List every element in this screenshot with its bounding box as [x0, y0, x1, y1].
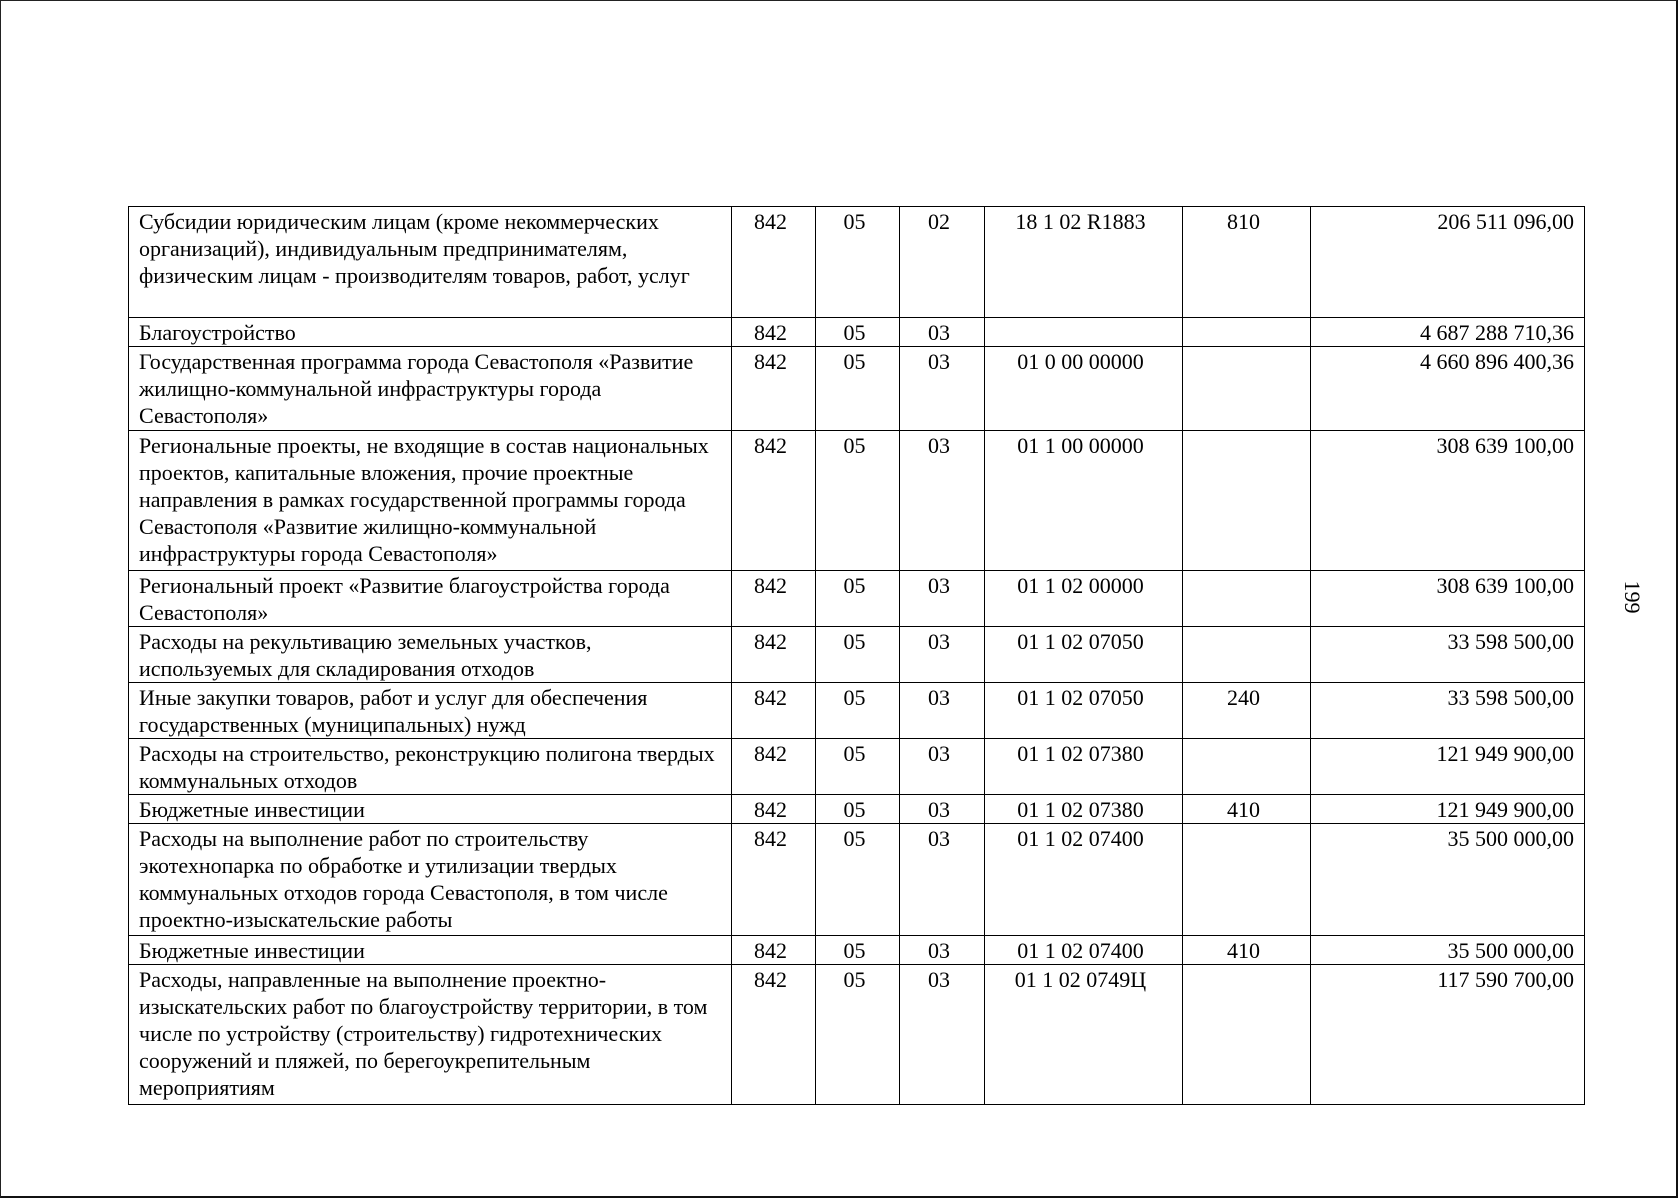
row-code-vr: 810	[1183, 207, 1311, 318]
row-code-gr: 842	[732, 627, 816, 683]
table-row	[129, 347, 1585, 431]
row-code-rz: 05	[816, 824, 900, 936]
row-code-pr: 03	[900, 627, 985, 683]
table-row	[129, 431, 1585, 571]
row-code-vr	[1183, 627, 1311, 683]
table-row	[129, 683, 1585, 739]
row-code-gr: 842	[732, 795, 816, 824]
row-name: Расходы на строительство, реконструкцию полигона твердых коммунальных отходов	[129, 739, 732, 795]
row-code-gr: 842	[732, 318, 816, 347]
table-row	[129, 627, 1585, 683]
row-name: Региональные проекты, не входящие в состав национальных проектов, капитальные вложения, прочие проектные направления в рамках государственной программы города Севастополя «Развитие жилищно-коммунальной инфраструктуры города Севастополя»	[129, 431, 732, 571]
row-sum: 308 639 100,00	[1311, 431, 1585, 571]
row-code-rz: 05	[816, 965, 900, 1105]
row-code-pr: 03	[900, 965, 985, 1105]
row-sum: 308 639 100,00	[1311, 571, 1585, 627]
row-code-csr: 01 1 02 07380	[985, 795, 1183, 824]
table-row	[129, 965, 1585, 1105]
row-code-csr: 01 1 00 00000	[985, 431, 1183, 571]
row-name: Субсидии юридическим лицам (кроме некоммерческих организаций), индивидуальным предпринимателям, физическим лицам - производителям товаров, работ, услуг	[129, 207, 732, 318]
row-sum: 35 500 000,00	[1311, 824, 1585, 936]
row-code-vr	[1183, 739, 1311, 795]
row-sum: 4 660 896 400,36	[1311, 347, 1585, 431]
row-code-csr	[985, 318, 1183, 347]
table-row	[129, 207, 1585, 318]
row-name: Благоустройство	[129, 318, 732, 347]
table-row	[129, 795, 1585, 824]
row-name: Бюджетные инвестиции	[129, 936, 732, 965]
row-code-gr: 842	[732, 571, 816, 627]
row-code-rz: 05	[816, 683, 900, 739]
row-code-vr: 410	[1183, 936, 1311, 965]
row-code-vr	[1183, 318, 1311, 347]
row-code-rz: 05	[816, 347, 900, 431]
row-sum: 33 598 500,00	[1311, 683, 1585, 739]
row-name: Расходы на выполнение работ по строительству экотехнопарка по обработке и утилизации твердых коммунальных отходов города Севастополя, в том числе проектно-изыскательские работы	[129, 824, 732, 936]
row-code-csr: 01 1 02 0749Ц	[985, 965, 1183, 1105]
row-code-csr: 01 0 00 00000	[985, 347, 1183, 431]
row-name: Региональный проект «Развитие благоустройства города Севастополя»	[129, 571, 732, 627]
budget-table	[128, 206, 1585, 1105]
row-name: Государственная программа города Севастополя «Развитие жилищно-коммунальной инфраструктуры города Севастополя»	[129, 347, 732, 431]
row-code-rz: 05	[816, 318, 900, 347]
row-code-pr: 02	[900, 207, 985, 318]
row-code-vr: 240	[1183, 683, 1311, 739]
row-code-csr: 01 1 02 07400	[985, 936, 1183, 965]
row-sum: 117 590 700,00	[1311, 965, 1585, 1105]
row-sum: 206 511 096,00	[1311, 207, 1585, 318]
table-row	[129, 824, 1585, 936]
row-name: Расходы, направленные на выполнение проектно-изыскательских работ по благоустройству территории, в том числе по устройству (строительству) гидротехнических сооружений и пляжей, по берегоукрепительным мероприятиям	[129, 965, 732, 1105]
row-code-csr: 01 1 02 07050	[985, 683, 1183, 739]
row-code-vr	[1183, 431, 1311, 571]
row-code-rz: 05	[816, 627, 900, 683]
row-code-csr: 01 1 02 07400	[985, 824, 1183, 936]
row-code-pr: 03	[900, 683, 985, 739]
table-row	[129, 739, 1585, 795]
row-code-vr	[1183, 347, 1311, 431]
row-sum: 121 949 900,00	[1311, 795, 1585, 824]
row-name: Бюджетные инвестиции	[129, 795, 732, 824]
row-code-pr: 03	[900, 431, 985, 571]
row-code-csr: 01 1 02 07050	[985, 627, 1183, 683]
row-code-pr: 03	[900, 936, 985, 965]
row-code-gr: 842	[732, 965, 816, 1105]
row-code-pr: 03	[900, 571, 985, 627]
page-number: 199	[1620, 580, 1645, 614]
row-code-vr: 410	[1183, 795, 1311, 824]
row-code-gr: 842	[732, 739, 816, 795]
row-code-pr: 03	[900, 347, 985, 431]
row-sum: 121 949 900,00	[1311, 739, 1585, 795]
row-code-gr: 842	[732, 936, 816, 965]
row-code-gr: 842	[732, 431, 816, 571]
row-code-gr: 842	[732, 683, 816, 739]
row-code-rz: 05	[816, 936, 900, 965]
row-code-gr: 842	[732, 824, 816, 936]
row-code-rz: 05	[816, 571, 900, 627]
row-code-pr: 03	[900, 318, 985, 347]
row-code-vr	[1183, 824, 1311, 936]
row-name: Расходы на рекультивацию земельных участков, используемых для складирования отходов	[129, 627, 732, 683]
row-code-vr	[1183, 571, 1311, 627]
row-code-pr: 03	[900, 739, 985, 795]
row-code-csr: 01 1 02 00000	[985, 571, 1183, 627]
row-code-csr: 01 1 02 07380	[985, 739, 1183, 795]
row-code-vr	[1183, 965, 1311, 1105]
row-code-pr: 03	[900, 795, 985, 824]
row-code-rz: 05	[816, 739, 900, 795]
table-row	[129, 936, 1585, 965]
row-code-rz: 05	[816, 431, 900, 571]
row-name: Иные закупки товаров, работ и услуг для обеспечения государственных (муниципальных) нужд	[129, 683, 732, 739]
row-code-rz: 05	[816, 795, 900, 824]
row-code-pr: 03	[900, 824, 985, 936]
row-sum: 33 598 500,00	[1311, 627, 1585, 683]
row-code-gr: 842	[732, 207, 816, 318]
table-row	[129, 318, 1585, 347]
row-code-csr: 18 1 02 R1883	[985, 207, 1183, 318]
table-row	[129, 571, 1585, 627]
row-code-gr: 842	[732, 347, 816, 431]
row-code-rz: 05	[816, 207, 900, 318]
row-sum: 4 687 288 710,36	[1311, 318, 1585, 347]
row-sum: 35 500 000,00	[1311, 936, 1585, 965]
